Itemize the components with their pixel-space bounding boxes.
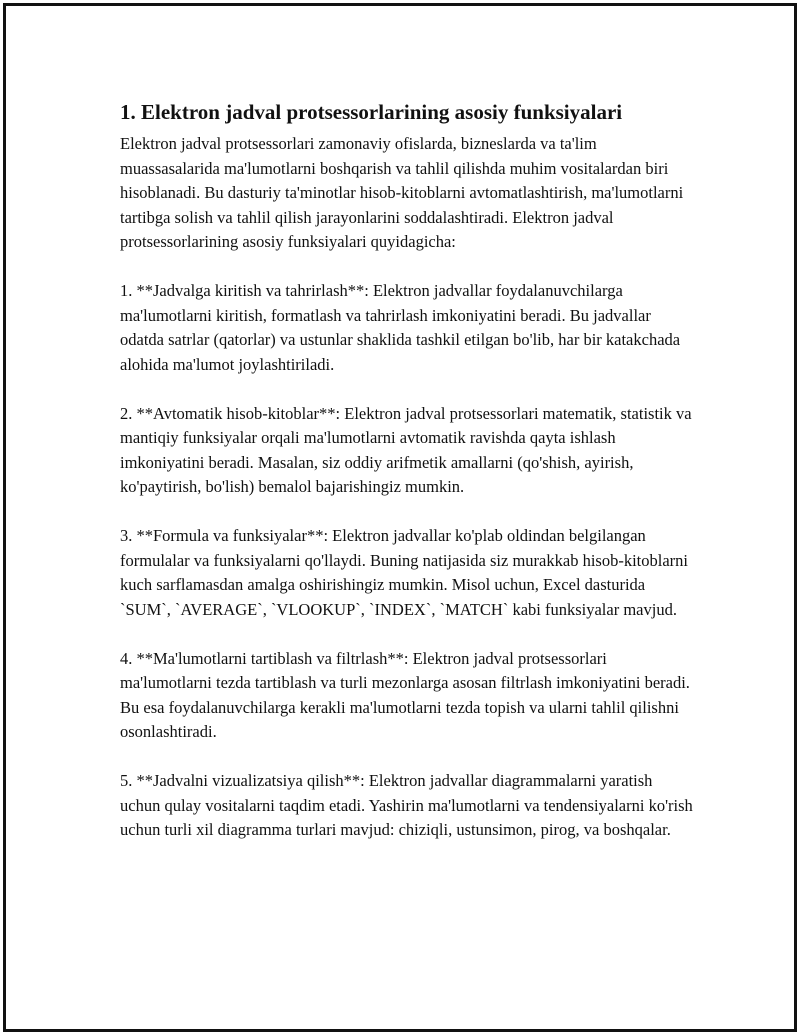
paragraph-item-1: 1. **Jadvalga kiritish va tahrirlash**: Elektron jadvallar foydalanuvchilarga ma'lumotlarni kiritish, formatlash va tahrirlash imkoniyatini beradi. Bu jadvallar odatda satrlar (qatorlar) va ustunlar shaklida tashkil etilgan bo'lib, har bir katakchada alohida ma'lumot joylashtiriladi. bbox=[120, 281, 681, 374]
paragraph-item-2: 2. **Avtomatik hisob-kitoblar**: Elektron jadval protsessorlari matematik, statistik va mantiqiy funksiyalar orqali ma'lumotlarni avtomatik ravishda qayta ishlash imkoniyatini beradi. Masalan, siz oddiy arifmetik amallarni (qo'shish, ayirish, ko'paytirish, bo'lish) bemalol bajarishingiz mumkin. bbox=[120, 403, 692, 496]
document-title: 1. Elektron jadval protsessorlarining asosiy funksiyalari bbox=[120, 100, 623, 124]
paragraph-item-4: 4. **Ma'lumotlarni tartiblash va filtrlash**: Elektron jadval protsessorlari ma'lumotlarni tezda tartiblash va turli mezonlarga asosan filtrlash imkoniyatini beradi. Bu esa foydalanuvchilarga kerakli ma'lumotlarni tezda topish va ularni tahlil qilishni osonlashtiradi. bbox=[120, 648, 690, 741]
intro-paragraph: Elektron jadval protsessorlari zamonaviy ofislarda, bizneslarda va ta'lim muassasalarida ma'lumotlarni boshqarish va tahlil qilishda muhim vositalardan biri hisoblanadi. Bu dasturiy ta'minotlar hisob-kitoblarni avtomatlashtirish, ma'lumotlarni tartibga solish va tahlil qilish jarayonlarini soddalashtiradi. Elektron jadval protsessorlarining asosiy funksiyalari quyidagicha: bbox=[120, 134, 684, 251]
paragraph-item-5: 5. **Jadvalni vizualizatsiya qilish**: Elektron jadvallar diagrammalarni yaratish uchun qulay vositalarni taqdim etadi. Yashirin ma'lumotlarni va tendensiyalarni ko'rish uchun turli xil diagramma turlari mavjud: chiziqli, ustunsimon, pirog, va boshqalar. bbox=[120, 771, 693, 839]
page-frame bbox=[3, 3, 797, 1032]
paragraph-item-3: 3. **Formula va funksiyalar**: Elektron jadvallar ko'plab oldindan belgilangan formulalar va funksiyalarni qo'llaydi. Buning natijasida siz murakkab hisob-kitoblarni kuch sarflamasdan amalga oshirishingiz mumkin. Misol uchun, Excel dasturida `SUM`, `AVERAGE`, `VLOOKUP`, `INDEX`, `MATCH` kabi funksiyalar mavjud. bbox=[120, 526, 688, 619]
document-body bbox=[120, 98, 695, 867]
